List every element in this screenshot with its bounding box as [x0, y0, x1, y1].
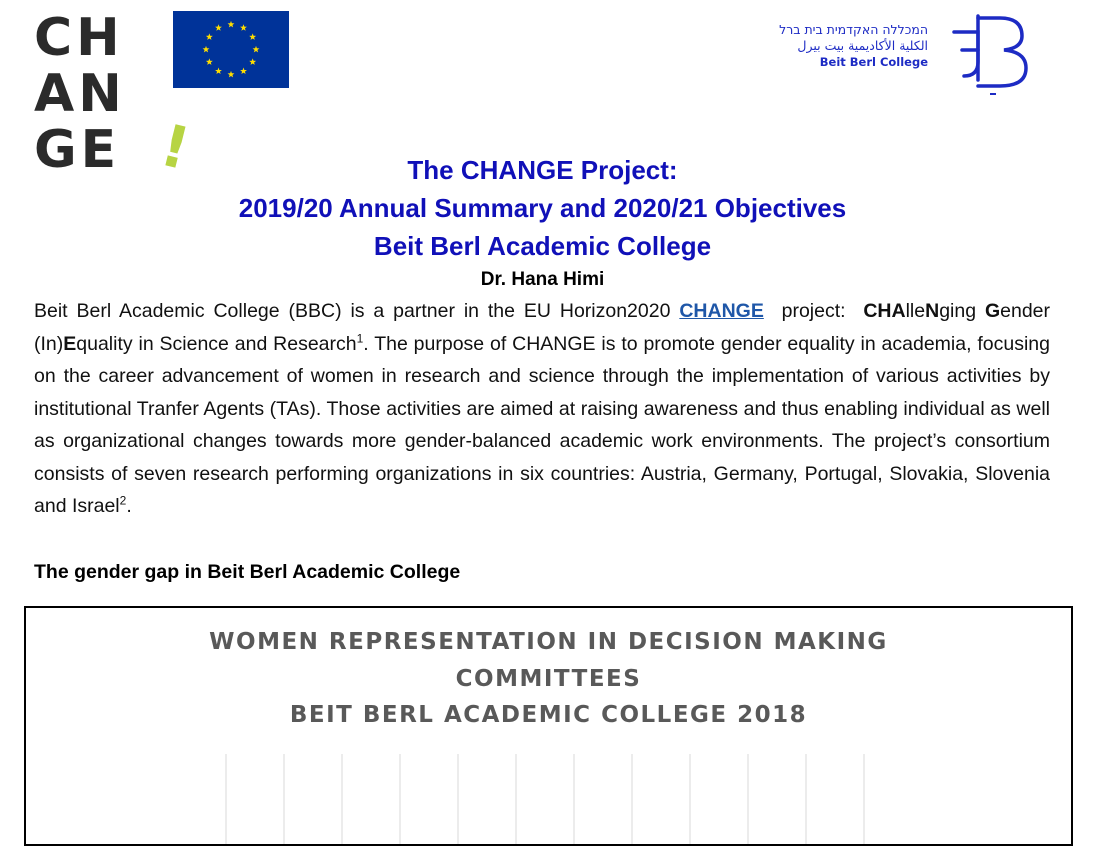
eu-star-icon	[206, 33, 213, 40]
footnote-ref-1[interactable]: 1	[356, 331, 364, 345]
eu-star-icon	[215, 68, 222, 75]
paragraph-text-3: . The purpose of CHANGE is to promote gender equality in academia, focusing on the career advancement of women in research and science through the implementation of various activities by institutional Tranfer Agents (TAs). Those activities are aimed at raising awareness and thus enabling individual as well as organizational changes towards more gender-balanced academic work environments. The project’s consortium consists of seven research performing organizations in six countries: Austria, Germany, Portugal, Slovakia, Slovenia and Israel	[34, 332, 1050, 517]
chart-title-line-2: COMMITTEES	[455, 666, 642, 692]
change-logo-row-3: GE	[34, 120, 121, 180]
eu-star-icon	[249, 33, 256, 40]
section-heading: The gender gap in Beit Berl Academic College	[34, 561, 461, 583]
chart-plot-area	[26, 608, 1071, 844]
eu-star-icon	[240, 68, 247, 75]
intro-paragraph	[34, 295, 1050, 523]
paragraph-text-4: .	[126, 495, 132, 517]
women-representation-chart	[24, 606, 1073, 846]
paragraph-text-2: project:	[763, 300, 864, 322]
change-project-link[interactable]: CHANGE	[679, 300, 764, 322]
footnote-ref-2[interactable]: 2	[119, 493, 127, 508]
chart-title-line-3: BEIT BERL ACADEMIC COLLEGE 2018	[289, 702, 808, 728]
change-logo-row-1: CH	[34, 8, 124, 68]
paragraph-text-1: Beit Berl Academic College (BBC) is a partner in the EU Horizon2020	[34, 300, 680, 322]
eu-flag-icon	[173, 11, 289, 88]
document-title-line-1: The CHANGE Project:	[407, 155, 678, 185]
eu-star-icon	[206, 58, 213, 65]
acronym-ging: ging	[939, 300, 977, 322]
acronym-g: G	[984, 300, 1001, 322]
eu-star-icon	[203, 46, 210, 53]
beit-berl-emblem-icon	[948, 10, 1032, 98]
eu-star-icon	[228, 71, 235, 78]
document-author: Dr. Hana Himi	[480, 269, 605, 290]
document-title-line-2: 2019/20 Annual Summary and 2020/21 Objectives	[238, 193, 847, 223]
acronym-lle: lle	[905, 300, 926, 322]
chart-title-line-1: WOMEN REPRESENTATION IN DECISION MAKING	[209, 629, 888, 655]
eu-star-icon	[240, 24, 247, 31]
acronym-cha: CHA	[863, 300, 906, 322]
eu-star-icon	[253, 46, 260, 53]
logo-arabic-name: الكلية الأكاديمية بيت بيرل	[797, 38, 928, 53]
change-logo-row-2: AN	[34, 64, 126, 124]
eu-star-icon	[228, 21, 235, 28]
acronym-ender: ender (In)	[34, 300, 1051, 355]
eu-star-icon	[249, 58, 256, 65]
eu-star-icon	[215, 24, 222, 31]
document-title-line-3: Beit Berl Academic College	[373, 231, 712, 261]
beit-berl-college-logo	[740, 10, 1040, 100]
change-logo-exclamation: !	[154, 110, 197, 184]
logo-english-name: Beit Berl College	[819, 55, 928, 69]
beit-berl-logo-text	[779, 22, 928, 70]
acronym-e: E	[63, 332, 77, 355]
acronym-n: N	[925, 300, 940, 322]
logo-hebrew-name: המכללה האקדמית בית ברל	[779, 22, 928, 37]
acronym-rest: quality in Science and Research	[76, 332, 357, 355]
